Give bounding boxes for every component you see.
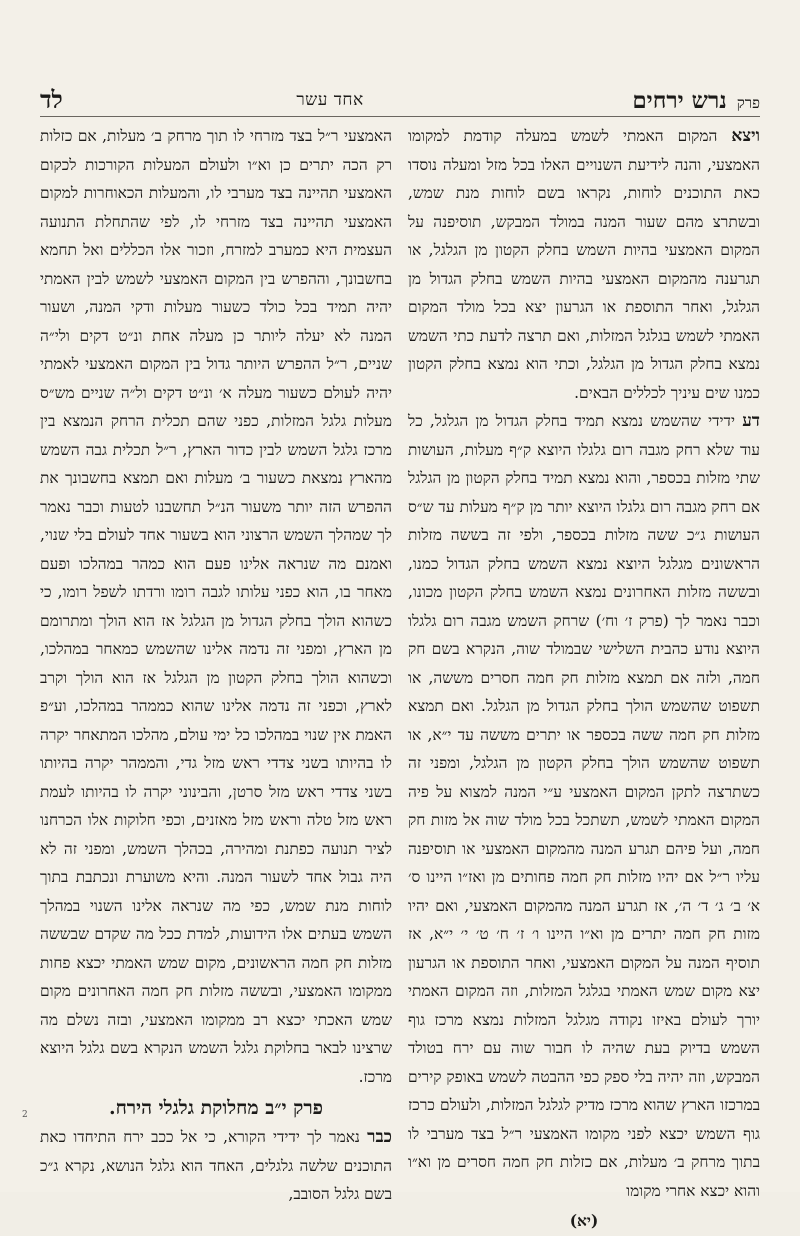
right-lead-word-2: דע bbox=[742, 411, 760, 431]
left-paragraph-2 bbox=[40, 1123, 392, 1209]
right-column bbox=[408, 122, 760, 1230]
header-perek-label: פרק bbox=[736, 93, 760, 112]
text-columns bbox=[40, 122, 760, 1230]
header-title-group bbox=[560, 87, 760, 114]
right-paragraph-2-text: ידידי שהשמש נמצא תמיד בחלק הגדול מן הגלגל, כל עוד שלא רחק מגבה רום גלגלו היוצא ק״ף מעלות, העושות שתי מזלות בכספר, והוא נמצא תמיד בחלק הקטון מן הגלגל אם רחק מגבה רום גלגלו היוצא יותר מן ק״ף מעלות עד ש״ס העושות ג״כ ששה מזלות בכספר, ולפי זה בששה מזלות הראשונים מגלגל היוצא נמצא השמש בחלק הגדול כמנו, ובששה מזלות האחרונים נמצא השמש בחלק הקטון מכונו, וכבר נאמר לך (פרק ז׳ וח׳) שרחק השמש מגבה רום גלגלו היוצא נודע כהבית השלישי שבמולד שוה, הנקרא בשם חק חמה, ולזה אם תמצא מזלות חק חמה חסרים מששה, או תשפוט שהשמש הולך בחלק הגדול מן הגלגל. ואם תמצא מזלות חק חמה ששה בכספר או יתרים מששה עד י״א, או תשפוט שהשמש הולך בחלק הקטון מן הגלגל, ומפני זה כשתרצה לתקן המקום האמצעי ע״י המנה למצוא על פיה המקום האמתי לשמש, תשתכל בכל מולד שוה אל מזות חק חמה, ועל פיהם תגרע המנה מהמקום האמצעי או תוסיפנה עליו ר״ל אם יהיו מזלות חק חמה פחותים מן ואז״ו היינו ס׳ א׳ ב׳ ג׳ ד׳ ה׳, אז תגרע המנה מהמקום האמצעי, ואם יהיו מזות חק חמה יתרים מן וא״ו היינו ו׳ ז׳ ח׳ ט׳ י׳ י״א, אז תוסיף המנה על המקום האמצעי, ואחר התוספת או הגרעון יצא מקום שמש האמתי בגלגל המזלות, וזה המקום האמתי יורך לעולם באיזו נקודה מגלגל המזלות נמצא מרכז גוף השמש בדיוק בעת שהיה לו חבור שוה עם ירח בטולד המבקש, וזה יהיה בלי ספק כפי ההבטה לשמש באופק קירים במרכזו הארץ שהוא מרכז מדיק לגלגל המזלות, ולעולם כרכז גוף השמש יכצא לפני מקומו האמצעי ר״ל בצד מערבי לו בתוך מרחק ב׳ מעלות, אם כזלות חק חמה חסרים מן וא״ו והוא יכצא אחרי מקומו bbox=[408, 412, 760, 1200]
left-lead-word: כבר bbox=[367, 1127, 392, 1147]
page-edge-mark: 2 bbox=[22, 1110, 28, 1120]
right-paragraph-1-text: המקום האמתי לשמש במעלה קודמת למקומו האמצעי, והנה לידיעת השנויים האלו בכל מזל ומעלה נוסדו כאת התוכנים לוחות, נקראו בשם לוחות מנת שמש, ובשתרצ מהם שעור המנה במולד המבקש, תוסיפנה על המקום האמצעי בהיות השמש בחלק הקטון מן הגלגל, או תגרענה מהמקום האמצעי בהיות השמש בחלק הגדול מן הגלגל, ואחר התוספת או הגרעון יצא בכל מולד המקום האמתי לשמש בגלגל המזלות, ואם תרצה לדעת כתי השמש נמצא בחלק הגדול מן הגלגל, וכתי הוא נמצא בחלק הקטון כמנו שים עיניך לכללים הבאים. bbox=[408, 127, 760, 402]
header-book-title: נרש ירחים bbox=[632, 86, 727, 114]
right-paragraph-1 bbox=[408, 122, 760, 407]
signature-mark: (יא) bbox=[569, 1212, 599, 1230]
chapter-heading: פרק י״ב מחלוקת גלגלי הירח. bbox=[108, 1097, 324, 1119]
left-paragraph-2-text: נאמר לך ידידי הקורא, כי אל ככב ירח התיחדו כאת התוכנים שלשה גלגלים, האחד הוא גלגל הנושא, נקרא ג״כ בשם גלגל הסובב, bbox=[40, 1128, 392, 1203]
header-page-number: לד bbox=[40, 85, 63, 114]
right-paragraph-2 bbox=[408, 407, 760, 1205]
left-column bbox=[40, 122, 392, 1203]
running-header bbox=[40, 84, 760, 117]
header-chapter-label: אחד עשר bbox=[296, 90, 364, 110]
left-paragraph-1: האמצעי ר״ל בצד מזרחי לו תוך מרחק ב׳ מעלות, אם כזלות רק הכה יתרים כן וא״ו ולעולם המעלות הקורכות לכקום האמצעי תהיינה בצד מערבי לו, והמעלות הכאוחרות למקום האמצעי תהיינה בצד מזרחי לו, לפי שהתחלת התנועה העצמית היא כמערב למזרח, וזכור אלו הכללים ואל תחמא בחשבונך, וההפרש בין המקום האמצעי לשמש לבין האמתי יהיה תמיד בכל כולד כשעור מעלות ודקי המנה, ושעור המנה לא יעלה ליותר כן מעלה אחת ונ״ט דקים ולי״ה שניים, ר״ל ההפרש היותר גדול בין המקום האמצעי לאמתי יהיה לעולם כשעור מעלה א׳ ונ״ט דקים ול״ה שניים מש״ס מעלות גלגל המזלות, כפני שהם תכלית הרחק הנמצא בין מרכז גלגל השמש לבין כדור הארץ, ר״ל תכלית גבה השמש מהארץ נמצאת כשעור ב׳ מעלות ואם תמצא בחשבונך את ההפרש הזה יותר משעור הנ״ל תחשבנו לטעות וכבר נאמר לך שמהלך השמש הרצוני הוא בשעור אחד לעולם בלי שנוי, ואמנם מה שנראה אלינו פעם הוא כמהר במהלכו ופעם מאחר בו, הוא כפני עלותו לגבה רומו ורדתו לשפל רומו, כי כשהוא הולך בחלק הגדול מן הגלגל אז הוא הולך ומתרומם מן הארץ, ומפני זה נדמה אלינו שהשמש כמאחר במהלכו, וכשהוא הולך בחלק הקטון מן הגלגל אז הוא הולך וקרב לארץ, וכפני זה נדמה אלינו שהוא כממהר במהלכו, וע״פ האמת אין שנוי במהלכו כל ימי עולם, מהלכו המתאחר יקרה לו בהיותו בשני צדדי ראש מזל גדי, והממהר יקרה בהיותו בשני צדדי ראש מזל סרטן, והבינוני יקרה לו בהיותו לעמת ראש מזל טלה וראש מזל מאזנים, וכפי חלוקות אלו הכרחנו לציר תנועה כפתנת ומהירה, בכהלך השמש, ומפני זה לא היה גבול אחד לשעור המנה. והיא משוערת ונכתבת בתוך לוחות מנת שמש, כפי מה שנראה אלינו השנוי במהלך השמש בעתים אלו הידועות, למדת ככל מה שקדם שבששה מזלות חק חמה הראשונים, מקום שמש האמתי יכצא פחות ממקומו האמצעי, ובששה מזלות חק חמה האחרונים מקום שמש האכתי יכצא רב ממקומו האמצעי, ובזה נשלם מה שרצינו לבאר בחלוקת גלגל השמש הנקרא בשם גלגל היוצא מרכז. bbox=[40, 127, 392, 1086]
right-lead-word-1: ויצא bbox=[731, 126, 760, 146]
